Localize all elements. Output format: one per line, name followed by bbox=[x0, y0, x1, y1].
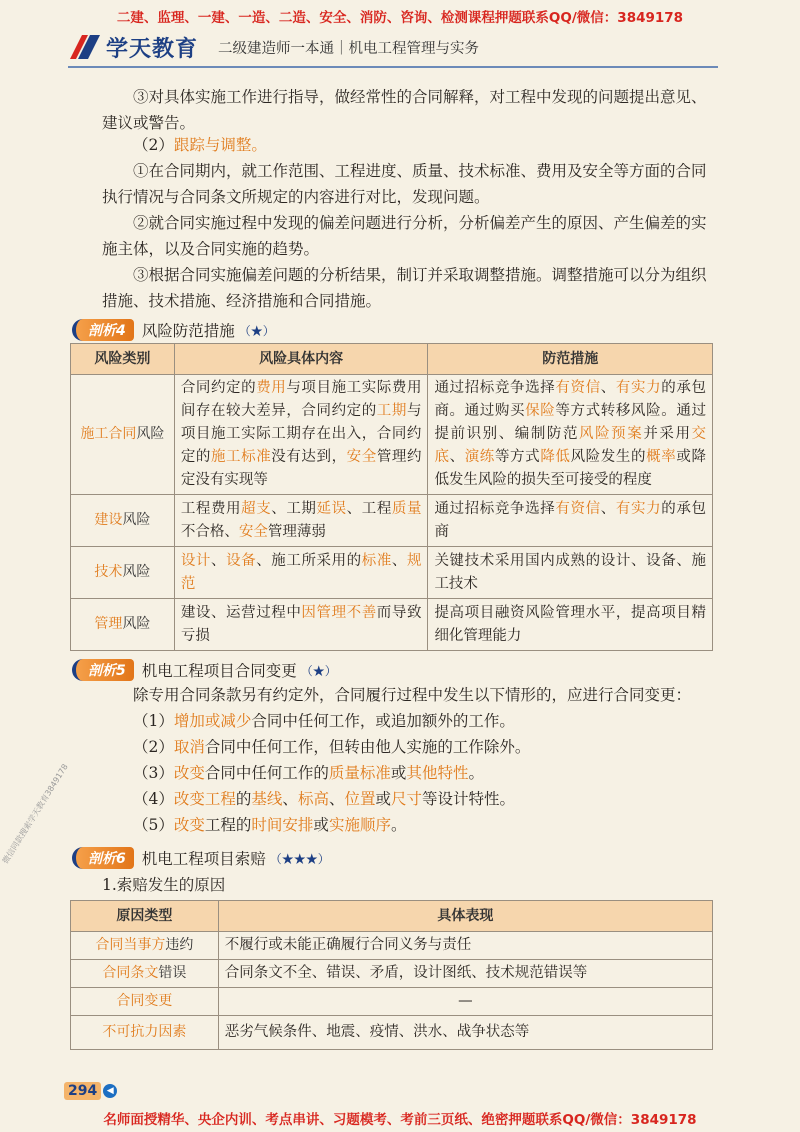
promo-banner-top: 二建、监理、一建、一造、二造、安全、消防、咨询、检测课程押题联系QQ/微信：3849178 bbox=[116, 10, 684, 26]
text-run: 、 bbox=[600, 500, 616, 517]
category-key: 管理 bbox=[94, 616, 123, 632]
text-run: 、 bbox=[391, 552, 407, 569]
text-run: 、 bbox=[328, 790, 345, 808]
brand-logo bbox=[68, 32, 198, 62]
highlight-term: 安全 bbox=[238, 523, 268, 540]
importance-stars: （★） bbox=[238, 323, 275, 338]
table-header-row bbox=[71, 344, 713, 375]
cause-key: 合同当事方 bbox=[95, 937, 166, 953]
text-run: 与项目施工实际工期存在出入，合同约定的 bbox=[180, 403, 422, 465]
section-6-heading bbox=[72, 846, 330, 870]
highlight-term: 时间安排 bbox=[251, 816, 314, 834]
text-run: 风险发生的 bbox=[570, 449, 647, 465]
text-run: 合同中任何工作，或追加额外的工作。 bbox=[251, 712, 515, 730]
list-item bbox=[102, 760, 716, 786]
highlight-term: 规范 bbox=[180, 552, 422, 592]
page-arrow-icon: ◀ bbox=[103, 1084, 117, 1098]
highlight-term: 改变工程 bbox=[173, 790, 236, 808]
risk-measure bbox=[428, 495, 713, 547]
highlight-term: 标高 bbox=[297, 790, 329, 808]
cause-key: 合同条文 bbox=[102, 965, 159, 981]
cause-detail: 合同条文不全、错误、矛盾，设计图纸、技术规范错误等 bbox=[218, 960, 712, 988]
list-item bbox=[102, 734, 716, 760]
paragraph-compare: ①在合同期内，就工作范围、工程进度、质量、技术标准、费用及安全等方面的合同执行情况与合同条文所规定的内容进行对比，发现问题。 bbox=[102, 162, 707, 206]
header-divider bbox=[68, 66, 718, 68]
list-item bbox=[102, 786, 716, 812]
text-run: 合同约定的 bbox=[180, 380, 257, 396]
highlight-term: 改变 bbox=[173, 816, 205, 834]
page-header bbox=[68, 30, 718, 64]
section-badge: 剖析6 bbox=[72, 847, 134, 869]
list-item bbox=[102, 812, 716, 838]
book-title: 二级建造师一本通｜机电工程管理与实务 bbox=[218, 40, 480, 57]
category-suffix: 风险 bbox=[136, 426, 165, 442]
column-header: 具体表现 bbox=[218, 901, 712, 932]
promo-banner-bottom: 名师面授精华、央企内训、考点串讲、习题模考、考前三页纸、绝密押题联系QQ/微信：3849178 bbox=[103, 1112, 697, 1128]
highlight-term: 质量 bbox=[391, 500, 422, 517]
highlight-term: 有实力 bbox=[615, 380, 662, 396]
text-run: 、 bbox=[449, 449, 465, 465]
text-run: 工程的 bbox=[204, 816, 252, 834]
highlight-term: 降低 bbox=[540, 449, 571, 465]
text-run: 。 bbox=[468, 764, 484, 782]
section-title: 机电工程项目合同变更 bbox=[141, 662, 297, 680]
page-number-value: 294 bbox=[64, 1082, 101, 1100]
text-run: 或 bbox=[313, 816, 329, 834]
importance-stars: （★） bbox=[300, 663, 337, 678]
text-run: 工程费用 bbox=[180, 500, 242, 517]
highlight-term: 基线 bbox=[251, 790, 283, 808]
highlight-term: 有实力 bbox=[615, 500, 662, 517]
page-number bbox=[64, 1080, 117, 1102]
highlight-term: 风险预案 bbox=[579, 426, 644, 442]
highlight-term: 概率 bbox=[646, 449, 677, 465]
text-run: 的承包商。通过购买 bbox=[434, 380, 707, 419]
text-run: 与项目施工实际费用间存在较大差异，合同约定的 bbox=[180, 380, 422, 419]
text-run: 并采用 bbox=[643, 426, 692, 442]
cause-key: 合同变更 bbox=[116, 993, 173, 1009]
highlight-term: 超支 bbox=[241, 500, 272, 517]
category-key: 建设 bbox=[94, 512, 123, 528]
table-row bbox=[71, 375, 713, 495]
highlight-term: 增加或减少 bbox=[173, 712, 252, 730]
risk-content bbox=[174, 547, 428, 599]
list-item bbox=[102, 708, 716, 734]
subheading-tracking bbox=[102, 132, 716, 158]
text-run: 、工程 bbox=[346, 500, 392, 517]
risk-measure bbox=[428, 599, 713, 651]
text-run: 关键技术采用国内成熟的设计、设备、施工技术 bbox=[434, 552, 706, 592]
logo-mark-icon bbox=[68, 33, 102, 61]
subheading-text: 跟踪与调整。 bbox=[173, 136, 267, 154]
highlight-term: 安全 bbox=[346, 449, 377, 465]
text-run: 的 bbox=[235, 790, 252, 808]
text-run: 通过招标竞争选择 bbox=[434, 500, 556, 517]
table-row bbox=[71, 547, 713, 599]
risk-measure bbox=[428, 375, 713, 495]
highlight-term: 设计 bbox=[180, 552, 211, 569]
table-row bbox=[71, 988, 713, 1016]
paragraph-analyze: ②就合同实施过程中发现的偏差问题进行分析，分析偏差产生的原因、产生偏差的实施主体，以及合同实施的趋势。 bbox=[102, 214, 707, 258]
text-run: 、 bbox=[600, 380, 616, 396]
table-row bbox=[71, 932, 713, 960]
text-run: 或降低发生风险的损失至可接受的程度 bbox=[434, 449, 707, 488]
column-header: 防范措施 bbox=[428, 344, 713, 375]
highlight-term: 实施顺序 bbox=[328, 816, 391, 834]
table-row bbox=[71, 495, 713, 547]
logo-text: 学天教育 bbox=[106, 36, 199, 62]
cause-detail: — bbox=[218, 988, 712, 1016]
text-run: 合同中任何工作，但转由他人实施的工作除外。 bbox=[204, 738, 531, 756]
highlight-term: 其他特性 bbox=[406, 764, 469, 782]
risk-category bbox=[71, 495, 175, 547]
text-run: 管理约定没有实现等 bbox=[180, 449, 422, 488]
text-run: 等方式 bbox=[494, 449, 541, 465]
cause-type bbox=[71, 960, 219, 988]
text-run: （1） bbox=[133, 712, 174, 730]
highlight-term: 工期 bbox=[376, 403, 407, 419]
cause-type bbox=[71, 1016, 219, 1050]
text-run: （5） bbox=[133, 816, 174, 834]
section-badge: 剖析4 bbox=[72, 319, 134, 341]
risk-category bbox=[71, 547, 175, 599]
category-suffix: 风险 bbox=[122, 564, 151, 580]
text-run: 的承包商 bbox=[434, 500, 707, 540]
claim-causes-table bbox=[70, 900, 713, 1050]
text-run: 合同中任何工作的 bbox=[204, 764, 329, 782]
highlight-term: 尺寸 bbox=[391, 790, 423, 808]
subheading-claim-causes: 1.索赔发生的原因 bbox=[102, 876, 226, 894]
risk-category bbox=[71, 375, 175, 495]
paragraph-guidance: ③对具体实施工作进行指导，做经常性的合同解释，对工程中发现的问题提出意见、建议或警告。 bbox=[102, 88, 707, 132]
cause-type bbox=[71, 988, 219, 1016]
text-run: 而导致亏损 bbox=[180, 604, 422, 644]
highlight-term: 施工标准 bbox=[210, 449, 272, 465]
text-run: 通过招标竞争选择 bbox=[434, 380, 556, 396]
text-run: 、 bbox=[282, 790, 298, 808]
text-run: 不合格、 bbox=[180, 523, 239, 540]
section-title: 机电工程项目索赔 bbox=[141, 850, 266, 868]
column-header: 原因类型 bbox=[71, 901, 219, 932]
text-run: 管理薄弱 bbox=[267, 523, 326, 540]
risk-table bbox=[70, 343, 713, 651]
column-header: 风险具体内容 bbox=[174, 344, 428, 375]
risk-content bbox=[174, 495, 428, 547]
highlight-term: 位置 bbox=[344, 790, 376, 808]
category-suffix: 风险 bbox=[122, 616, 151, 632]
text-run: 或 bbox=[375, 790, 391, 808]
text-run: （2） bbox=[133, 738, 174, 756]
table-row bbox=[71, 599, 713, 651]
section-badge: 剖析5 bbox=[72, 659, 134, 681]
highlight-term: 演练 bbox=[464, 449, 495, 465]
highlight-term: 设备 bbox=[226, 552, 257, 569]
importance-stars: （★★★） bbox=[269, 851, 330, 866]
category-key: 技术 bbox=[94, 564, 123, 580]
highlight-term: 保险 bbox=[525, 403, 556, 419]
highlight-term: 质量标准 bbox=[328, 764, 391, 782]
highlight-term: 改变 bbox=[173, 764, 205, 782]
section-5-heading bbox=[72, 658, 337, 682]
risk-category bbox=[71, 599, 175, 651]
category-key: 施工合同 bbox=[80, 426, 137, 442]
table-row bbox=[71, 1016, 713, 1050]
paragraph-change-intro: 除专用合同条款另有约定外，合同履行过程中发生以下情形的，应进行合同变更： bbox=[133, 686, 692, 704]
risk-measure bbox=[428, 547, 713, 599]
highlight-term: 取消 bbox=[173, 738, 205, 756]
table-header-row bbox=[71, 901, 713, 932]
section-4-heading bbox=[72, 318, 275, 342]
cause-key: 不可抗力因素 bbox=[102, 1024, 187, 1040]
table-row bbox=[71, 960, 713, 988]
text-run: 等设计特性。 bbox=[422, 790, 516, 808]
text-run: 、 bbox=[210, 552, 227, 569]
text-run: （3） bbox=[133, 764, 174, 782]
column-header: 风险类别 bbox=[71, 344, 175, 375]
risk-content bbox=[174, 599, 428, 651]
paragraph-adjust: ③根据合同实施偏差问题的分析结果，制订并采取调整措施。调整措施可以分为组织措施、技术措施、经济措施和合同措施。 bbox=[102, 266, 707, 310]
text-run: 或 bbox=[390, 764, 407, 782]
category-suffix: 风险 bbox=[122, 512, 151, 528]
highlight-term: 延误 bbox=[316, 500, 347, 517]
highlight-term: 交底 bbox=[434, 426, 707, 465]
text-run: 提高项目融资风险管理水平，提高项目精细化管理能力 bbox=[434, 604, 706, 644]
cause-detail: 不履行或未能正确履行合同义务与责任 bbox=[218, 932, 712, 960]
cause-type bbox=[71, 932, 219, 960]
highlight-term: 有资信 bbox=[555, 500, 601, 517]
highlight-term: 费用 bbox=[256, 380, 287, 396]
text-run: 。 bbox=[390, 816, 407, 834]
text-run: 没有达到， bbox=[271, 449, 347, 465]
highlight-term: 标准 bbox=[361, 552, 392, 569]
text-run: 等方式转移风险。通过提前识别、编制防范 bbox=[434, 403, 707, 442]
section-title: 风险防范措施 bbox=[141, 322, 235, 340]
cause-suffix: 错误 bbox=[158, 965, 187, 981]
cause-suffix: 违约 bbox=[165, 937, 194, 953]
text-run: （4） bbox=[133, 790, 174, 808]
text-run: 、施工所采用的 bbox=[256, 552, 362, 569]
text-run: 建设、运营过程中 bbox=[180, 604, 302, 621]
subheading-number: （2） bbox=[133, 136, 174, 154]
highlight-term: 因管理不善 bbox=[301, 604, 377, 621]
cause-detail: 恶劣气候条件、地震、疫情、洪水、战争状态等 bbox=[218, 1016, 712, 1050]
text-run: 、工期 bbox=[271, 500, 317, 517]
watermark: 微信同款搜索学天教育3849178 bbox=[0, 762, 70, 866]
risk-content bbox=[174, 375, 428, 495]
highlight-term: 有资信 bbox=[555, 380, 601, 396]
